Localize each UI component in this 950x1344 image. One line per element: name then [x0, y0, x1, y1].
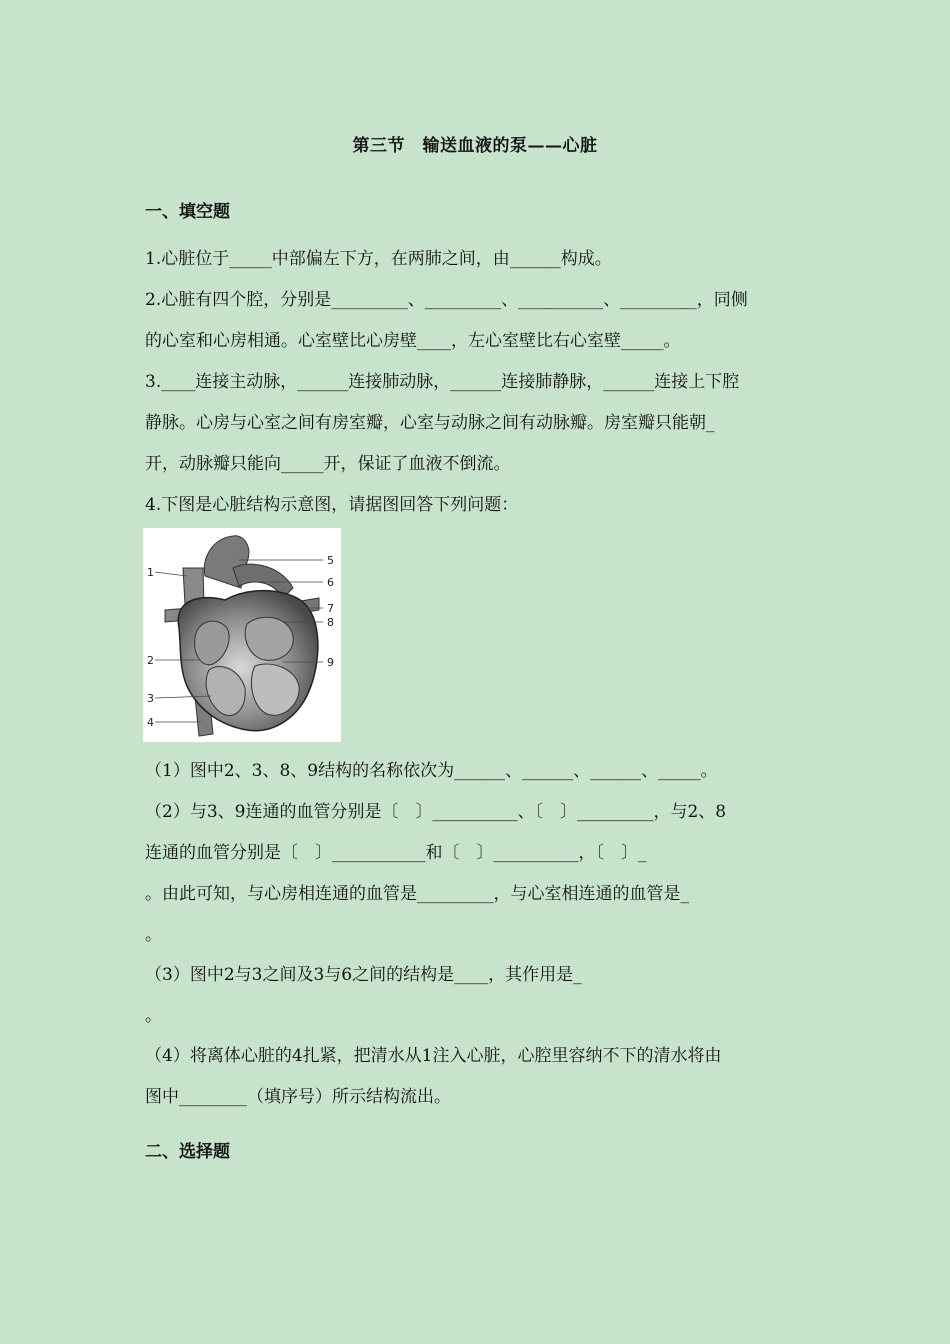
question-line: 。: [145, 1006, 162, 1026]
question-line: 开，动脉瓣只能向_____开，保证了血液不倒流。: [145, 454, 511, 474]
label-2: 2: [147, 654, 154, 667]
question-line: 的心室和心房相通。心室壁比心房壁____，左心室壁比右心室壁_____。: [145, 331, 681, 351]
question-line: 。: [145, 925, 162, 945]
page-title: 第三节 输送血液的泵——心脏: [352, 136, 598, 156]
question-line: 。由此可知，与心房相连通的血管是_________，与心室相连通的血管是_: [145, 884, 689, 904]
question-line: 3.____连接主动脉，______连接肺动脉，______连接肺静脉，______连接上下腔: [145, 372, 740, 392]
label-8: 8: [327, 616, 334, 629]
label-7: 7: [327, 602, 334, 615]
label-1: 1: [147, 566, 154, 579]
question-line: 1.心脏位于_____中部偏左下方，在两肺之间，由______构成。: [145, 249, 612, 269]
label-6: 6: [327, 576, 334, 589]
question-line: （4）将离体心脏的4扎紧，把清水从1注入心脏，心腔里容纳不下的清水将由: [145, 1046, 722, 1066]
question-line: （1）图中2、3、8、9结构的名称依次为______、______、______、_____。: [145, 761, 718, 781]
question-line: 静脉。心房与心室之间有房室瓣，心室与动脉之间有动脉瓣。房室瓣只能朝_: [145, 413, 715, 433]
section-heading-fill-blank: 一、填空题: [145, 202, 230, 222]
section-heading-multiple-choice: 二、选择题: [145, 1142, 230, 1162]
question-line: 连通的血管分别是〔 〕___________和〔 〕__________，〔 〕_: [145, 843, 647, 863]
label-5: 5: [327, 554, 334, 567]
heart-structure-diagram: [143, 528, 341, 742]
label-9: 9: [327, 656, 334, 669]
label-3: 3: [147, 692, 154, 705]
question-line: 2.心脏有四个腔，分别是_________、_________、__________、_________，同侧: [145, 290, 748, 310]
question-line: （3）图中2与3之间及3与6之间的结构是____，其作用是_: [145, 965, 582, 985]
question-line: 图中________（填序号）所示结构流出。: [145, 1087, 451, 1107]
label-4: 4: [147, 716, 154, 729]
question-line: （2）与3、9连通的血管分别是〔 〕__________、〔 〕_________，与2、8: [145, 802, 727, 822]
question-line: 4.下图是心脏结构示意图，请据图回答下列问题：: [145, 495, 519, 515]
